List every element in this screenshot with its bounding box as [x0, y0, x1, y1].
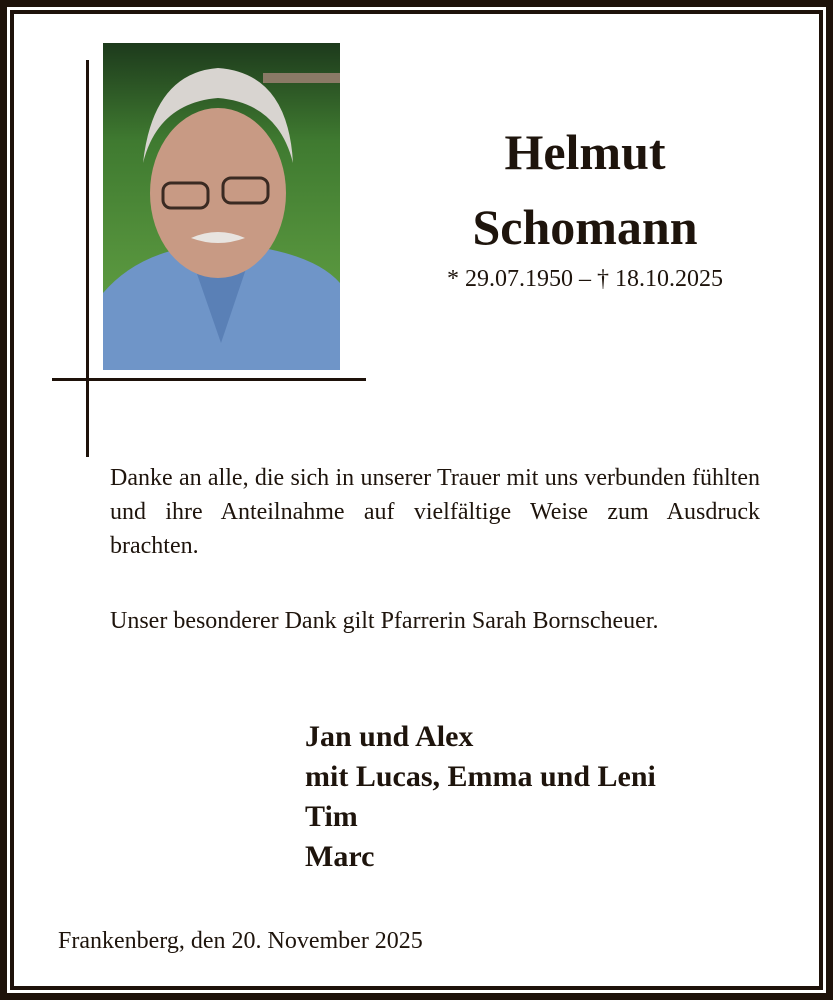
- family-list: [305, 717, 656, 877]
- family-line: Tim: [305, 800, 358, 833]
- family-line: Marc: [305, 840, 375, 873]
- cross-horizontal-line: [52, 378, 366, 381]
- first-name: Helmut: [504, 124, 666, 180]
- last-name: Schomann: [472, 199, 698, 255]
- cross-vertical-line: [86, 60, 89, 457]
- portrait-photo: [103, 43, 340, 370]
- thanks-paragraph: Danke an alle, die sich in unserer Trauer mit uns verbunden fühlten und ihre Anteilnahme auf vielfältige Weise zum Ausdruck brachten.: [110, 465, 760, 559]
- life-dates: * 29.07.1950 – † 18.10.2025: [447, 266, 723, 292]
- family-line: mit Lucas, Emma und Leni: [305, 760, 656, 793]
- family-line: Jan und Alex: [305, 720, 474, 753]
- special-thanks: Unser besonderer Dank gilt Pfarrerin Sarah Bornscheuer.: [110, 608, 659, 634]
- place-date: Frankenberg, den 20. November 2025: [58, 928, 423, 954]
